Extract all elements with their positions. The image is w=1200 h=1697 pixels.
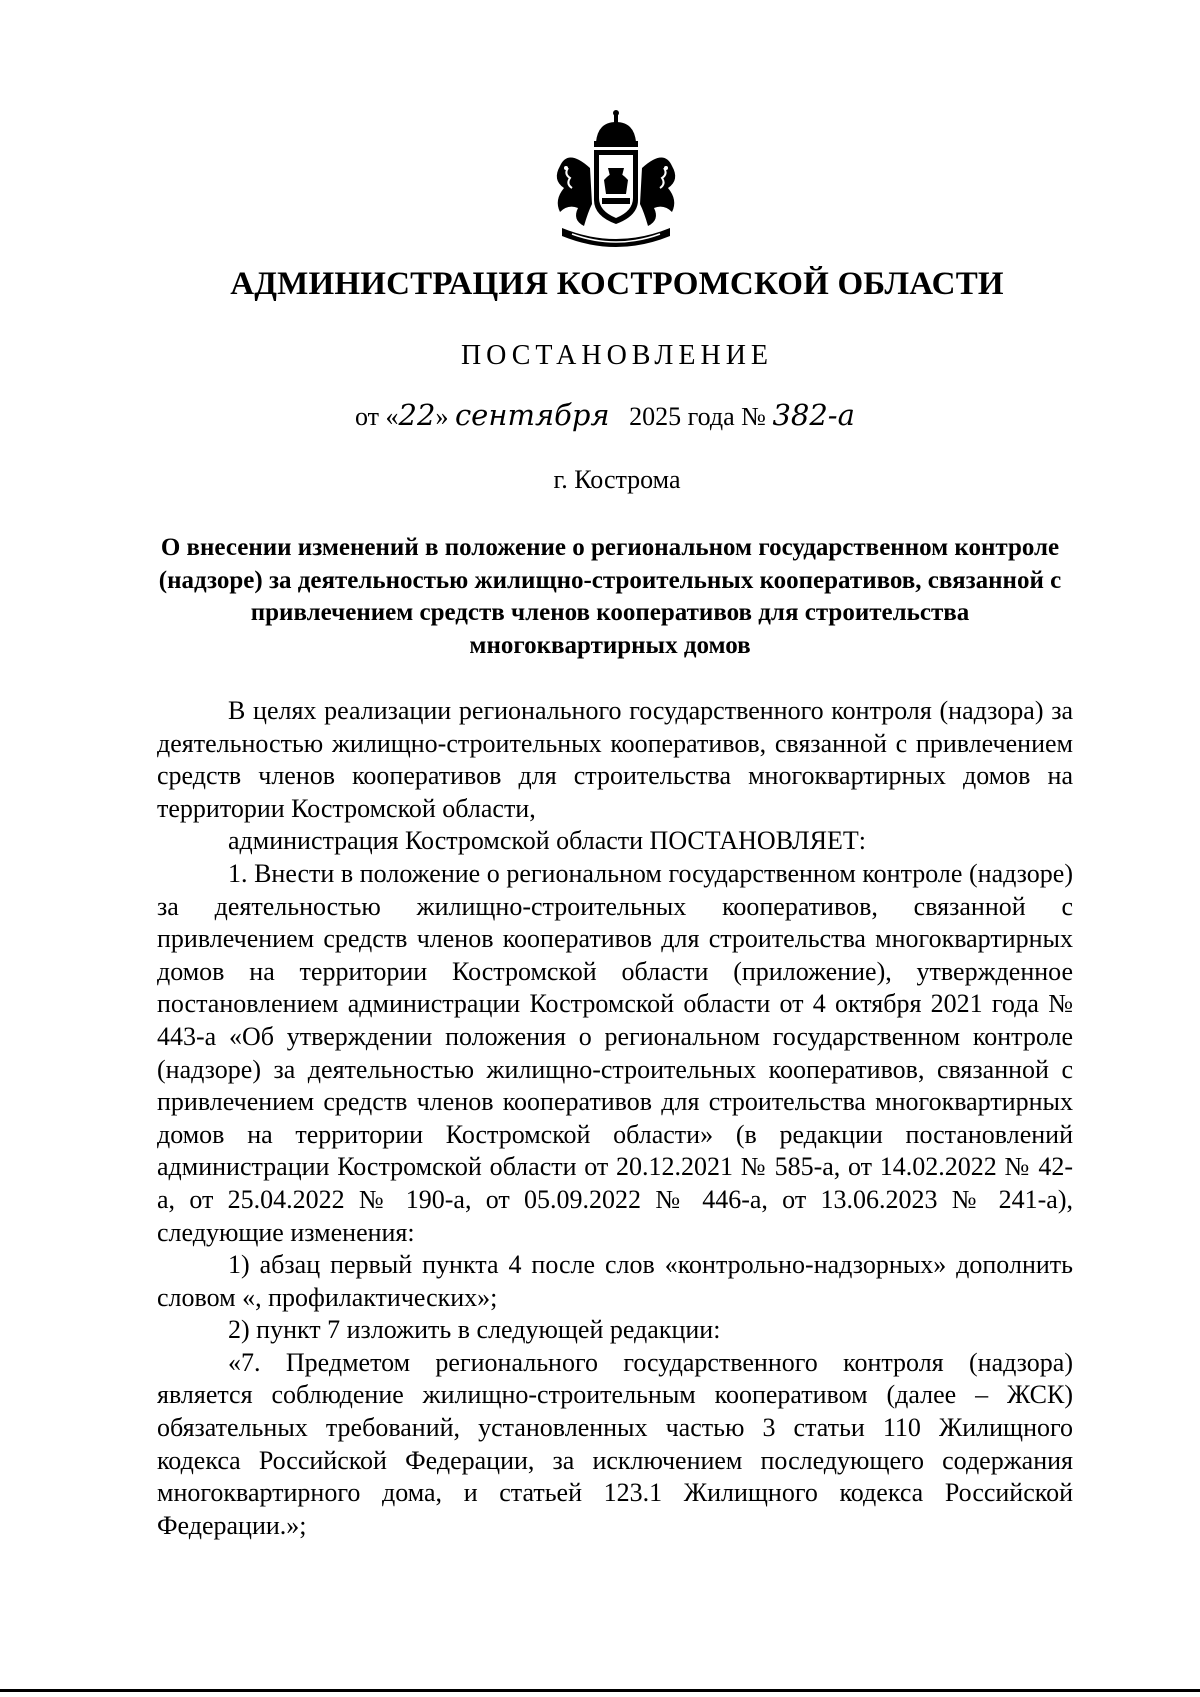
document-title: О внесении изменений в положение о региональном государственном контроле (надзоре) за деятельностью жилищно-строительных кооперативов, связанной с привлечением средств членов кооперативов для строительства многоквартирных домов (158, 534, 1062, 659)
paragraph: администрация Костромской области ПОСТАНОВЛЯЕТ: (228, 826, 867, 856)
paragraph: 2) пункт 7 изложить в следующей редакции: (228, 1315, 721, 1345)
document-type: ПОСТАНОВЛЕНИЕ (460, 340, 774, 371)
paragraph: 1. Внести в положение о региональном государственном контроле (надзоре) за деятельностью жилищно-строительных кооперативов, связанной с привлечением средств членов кооперативов для строительства многоквартирных домов на территории Костромской области (приложение), утвержденное постановлением администрации Костромской области от 4 октября 2021 года № 443-а «Об утверждении положения о региональном государственном контроле (надзоре) за деятельностью жилищно-строительных кооперативов, связанной с привлечением средств членов кооперативов для строительства многоквартирных домов на территории Костромской области» (в редакции постановлений администрации Костромской области от 20.12.2021 № 585-а, от 14.02.2022 № 42-а, от 25.04.2022 № 190-а, от 05.09.2022 № 446-а, от 13.06.2023 № 241-а), следующие изменения: (157, 858, 1073, 1247)
date-day: 22 (398, 398, 436, 432)
document-body (157, 695, 1073, 1542)
document-number: 382-а (772, 398, 855, 432)
paragraph: «7. Предметом регионального государственного контроля (надзора) является соблюдение жилищно-строительным кооперативом (далее – ЖСК) обязательных требований, установленных частью 3 статьи 110 Жилищного кодекса Российской Федерации, за исключением последующего содержания многоквартирного дома, и статьей 123.1 Жилищного кодекса Российской Федерации.»; (157, 1347, 1073, 1540)
agency-name: АДМИНИСТРАЦИЯ КОСТРОМСКОЙ ОБЛАСТИ (230, 266, 1004, 302)
page-bottom-edge (0, 1689, 1200, 1692)
date-year: 2025 года № (629, 402, 766, 431)
paragraph: 1) абзац первый пункта 4 после слов «контрольно-надзорных» дополнить словом «, профилактических»; (157, 1250, 1073, 1312)
document-date-line (355, 398, 855, 432)
date-prefix: от « (355, 402, 399, 431)
city-name: г. Кострома (553, 465, 681, 494)
date-month: сентября (454, 398, 610, 432)
paragraph: В целях реализации регионального государственного контроля (надзора) за деятельностью жилищно-строительных кооперативов, связанной с привлечением средств членов кооперативов для строительства многоквартирных домов на территории Костромской области, (157, 696, 1073, 823)
date-mid: » (435, 402, 449, 431)
coat-of-arms-icon (538, 108, 694, 260)
